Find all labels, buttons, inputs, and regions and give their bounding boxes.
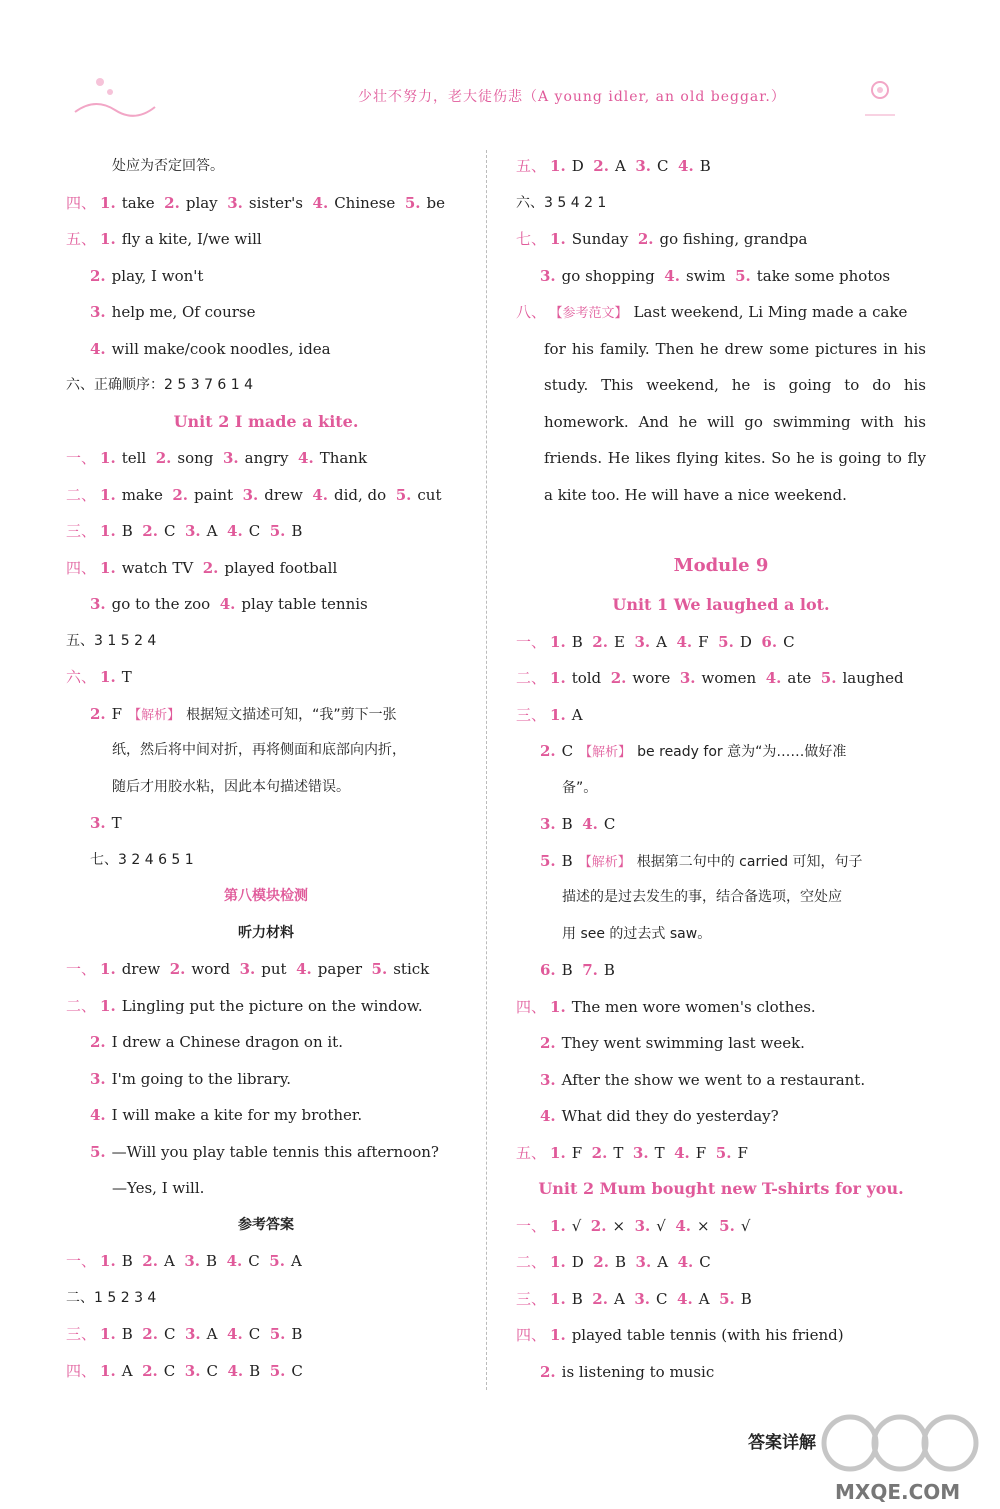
answer-row: 4. will make/cook noodles, idea <box>90 339 331 358</box>
answer-row: 八、 【参考范文】 Last weekend, Li Ming made a cake <box>516 303 908 321</box>
answer-row: 四、 1. played table tennis (with his friend) <box>516 1326 844 1344</box>
answer-row: 四、 1. A 2. C 3. C 4. B 5. C <box>66 1361 303 1380</box>
answer-row: 五、 1. D 2. A 3. C 4. B <box>516 157 711 175</box>
answer-row: 5. B 【解析】 根据第二句中的 carried 可知，句子 <box>540 851 863 870</box>
answer-row: 六、 1. T <box>66 668 132 686</box>
answer-row: 2. play, I won't <box>90 266 204 285</box>
answer-row: 6. B 7. B <box>540 961 615 979</box>
watermark-text: MXQE.COM <box>835 1480 961 1504</box>
left-column <box>66 148 466 1389</box>
answer-row: 二、 1. make 2. paint 3. drew 4. did, do 5. cut <box>66 485 442 504</box>
subheading: 听力材料 <box>238 924 294 941</box>
answer-row: 2. C 【解析】 be ready for 意为“为……做好准 <box>540 742 847 760</box>
answer-row: 3. help me, Of course <box>90 303 256 321</box>
answer-row: 三、 1. B 2. C 3. A 4. C 5. B <box>66 1325 303 1343</box>
answer-row: 一、 1. B 2. E 3. A 4. F 5. D 6. C <box>516 632 795 651</box>
answer-row: 3. I'm going to the library. <box>90 1069 292 1088</box>
unit-heading: Unit 2 Mum bought new T-shirts for you. <box>538 1179 904 1198</box>
header-motto: 少壮不努力，老大徒伤悲（A young idler, an old beggar.） <box>358 89 786 105</box>
answer-row: 3. go shopping 4. swim 5. take some photos <box>540 266 891 285</box>
answer-row: 一、 1. drew 2. word 3. put 4. paper 5. stick <box>66 960 430 978</box>
text-line: 备”。 <box>562 779 598 796</box>
answer-row: 3. T <box>90 814 122 832</box>
answer-row: 2. They went swimming last week. <box>540 1034 805 1052</box>
sample-essay: for his family. Then he drew some pictures in his study. This weekend, he is going to do his homework. And he will go swimming with his friends. He likes flying kites. So he is going to fly a kite too. He will have a nice weekend. <box>544 339 926 504</box>
answer-row: 七、 1. Sunday 2. go fishing, grandpa <box>516 230 808 248</box>
answer-row: 5. —Will you play table tennis this afternoon? <box>90 1142 439 1161</box>
answer-row: 2. F 【解析】 根据短文描述可知，“我”剪下一张 <box>90 704 397 723</box>
answer-row: 二、 1. D 2. B 3. A 4. C <box>516 1253 711 1271</box>
answer-row: 2. is listening to music <box>540 1362 715 1381</box>
answer-row: 二、1 5 2 3 4 <box>66 1289 157 1306</box>
answer-row: 一、 1. B 2. A 3. B 4. C 5. A <box>66 1252 302 1270</box>
answer-row: 七、3 2 4 6 5 1 <box>90 851 194 868</box>
answer-row: 六、正确顺序：2 5 3 7 6 1 4 <box>66 377 254 393</box>
answer-row: 4. I will make a kite for my brother. <box>90 1106 363 1124</box>
answer-row: 2. I drew a Chinese dragon on it. <box>90 1033 343 1051</box>
answer-row: 四、 1. watch TV 2. played football <box>66 558 338 577</box>
text-line: 随后才用胶水粘，因此本句描述错误。 <box>112 778 350 795</box>
answer-row: 三、 1. B 2. C 3. A 4. C 5. B <box>66 522 303 540</box>
answer-row: 四、 1. The men wore women's clothes. <box>516 997 816 1016</box>
right-column <box>516 148 926 1390</box>
answer-row: 4. What did they do yesterday? <box>540 1107 779 1125</box>
answer-row: 3. After the show we went to a restaurant. <box>540 1070 866 1089</box>
section-heading: 第八模块检测 <box>224 888 308 904</box>
page-header <box>0 70 1000 130</box>
answer-row: 3. B 4. C <box>540 815 616 833</box>
answer-row: 一、 1. √ 2. × 3. √ 4. × 5. √ <box>516 1216 751 1235</box>
answer-row: 四、 1. take 2. play 3. sister's 4. Chinese 5. be <box>66 193 445 212</box>
text-line: 处应为否定回答。 <box>112 158 224 174</box>
subheading: 参考答案 <box>238 1216 294 1233</box>
column-divider <box>486 150 487 1390</box>
answer-row: 五、3 1 5 2 4 <box>66 632 157 649</box>
text-line: —Yes, I will. <box>112 1179 205 1197</box>
text-line: 用 see 的过去式 saw。 <box>562 925 712 942</box>
decorative-ornament-icon <box>70 72 160 122</box>
text-line: 纸，然后将中间对折，再将侧面和底部向内折， <box>112 742 406 758</box>
module-heading: Module 9 <box>673 555 769 576</box>
unit-heading: Unit 1 We laughed a lot. <box>612 595 830 614</box>
answer-row: 五、 1. F 2. T 3. T 4. F 5. F <box>516 1143 748 1162</box>
text-line: 描述的是过去发生的事，结合备选项，空处应 <box>562 889 842 905</box>
answer-row: 3. go to the zoo 4. play table tennis <box>90 595 368 613</box>
answer-row: 二、 1. told 2. wore 3. women 4. ate 5. laughed <box>516 669 904 687</box>
answer-row: 五、 1. fly a kite, I/we will <box>66 230 262 248</box>
decorative-flower-icon <box>845 70 915 122</box>
footer-label: 答案详解 <box>748 1433 816 1453</box>
unit-heading: Unit 2 I made a kite. <box>173 411 359 431</box>
answer-row: 一、 1. tell 2. song 3. angry 4. Thank <box>66 449 368 467</box>
answer-row: 六、3 5 4 2 1 <box>516 194 607 211</box>
answer-row: 三、 1. B 2. A 3. C 4. A 5. B <box>516 1289 752 1308</box>
answer-row: 二、 1. Lingling put the picture on the window. <box>66 996 423 1015</box>
answer-row: 三、 1. A <box>516 705 583 724</box>
